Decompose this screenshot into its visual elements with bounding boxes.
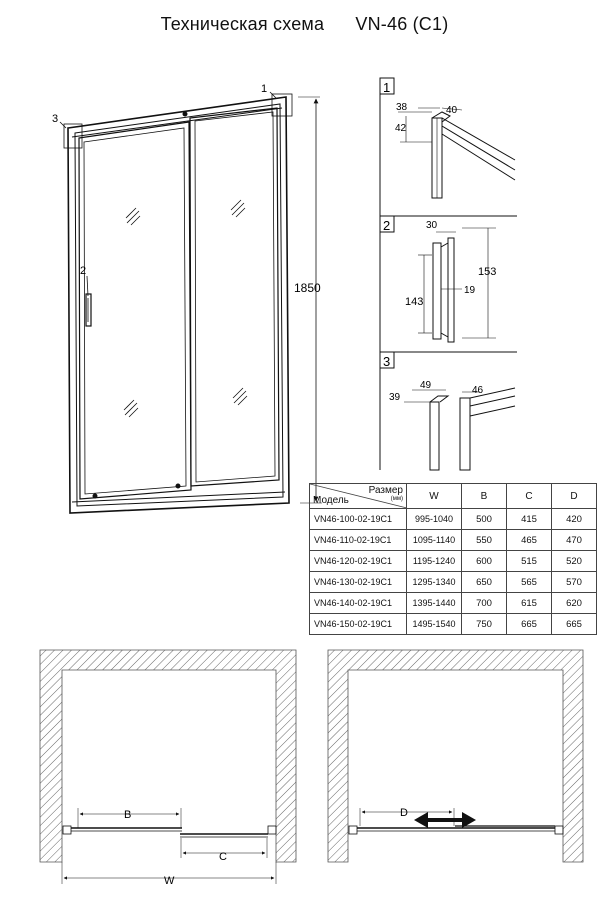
cell-b: 600 — [462, 551, 507, 572]
cell-d: 620 — [552, 593, 597, 614]
front-view — [60, 92, 322, 513]
table-row — [310, 572, 597, 593]
dim-w-label: W — [164, 875, 175, 887]
plan-view-left — [40, 650, 296, 884]
dim-b-label: B — [124, 809, 132, 821]
cell-c: 615 — [507, 593, 552, 614]
cell-w: 1295-1340 — [407, 572, 462, 593]
header-diagonal-cell — [310, 484, 407, 509]
cell-model: VN46-130-02-19C1 — [310, 572, 407, 593]
detail-1-corner-profile — [398, 108, 515, 198]
cell-c: 465 — [507, 530, 552, 551]
cell-model: VN46-100-02-19C1 — [310, 509, 407, 530]
cell-b: 700 — [462, 593, 507, 614]
height-dimension: 1850 — [294, 281, 321, 295]
table-row — [310, 530, 597, 551]
dim-19: 19 — [464, 285, 476, 296]
cell-w: 1195-1240 — [407, 551, 462, 572]
header-size: Размер — [368, 485, 403, 496]
table-row — [310, 551, 597, 572]
cell-b: 650 — [462, 572, 507, 593]
title-main: Техническая схема — [160, 14, 325, 34]
size-table — [309, 483, 597, 635]
cell-c: 565 — [507, 572, 552, 593]
cell-d: 520 — [552, 551, 597, 572]
plan-view-right — [328, 650, 583, 862]
cell-model: VN46-140-02-19C1 — [310, 593, 407, 614]
cell-w: 1495-1540 — [407, 614, 462, 635]
cell-d: 470 — [552, 530, 597, 551]
cell-d: 665 — [552, 614, 597, 635]
detail-2-handle — [418, 228, 496, 342]
detail-2-number: 2 — [383, 218, 391, 233]
cell-model: VN46-120-02-19C1 — [310, 551, 407, 572]
dim-46: 46 — [472, 385, 484, 396]
cell-model: VN46-110-02-19C1 — [310, 530, 407, 551]
cell-c: 515 — [507, 551, 552, 572]
dim-42: 42 — [395, 123, 407, 134]
cell-c: 415 — [507, 509, 552, 530]
detail-1-number: 1 — [383, 80, 391, 95]
detail-3-number: 3 — [383, 354, 391, 369]
cell-d: 570 — [552, 572, 597, 593]
table-row — [310, 509, 597, 530]
dim-c-label: C — [219, 851, 227, 863]
dim-143: 143 — [405, 296, 424, 308]
cell-w: 1095-1140 — [407, 530, 462, 551]
dim-40: 40 — [446, 105, 458, 116]
cell-d: 420 — [552, 509, 597, 530]
cell-w: 1395-1440 — [407, 593, 462, 614]
header-d: D — [552, 484, 597, 509]
cell-b: 550 — [462, 530, 507, 551]
callout-1: 1 — [261, 83, 268, 95]
dim-39: 39 — [389, 392, 401, 403]
dim-30: 30 — [426, 220, 438, 231]
table-row — [310, 593, 597, 614]
dim-d-label: D — [400, 807, 408, 819]
cell-b: 750 — [462, 614, 507, 635]
detail-3-corner-profile — [404, 388, 515, 470]
header-unit: (мм) — [390, 496, 403, 502]
title-model: VN-46 (C1) — [355, 14, 449, 34]
table-header-row — [310, 484, 597, 509]
cell-model: VN46-150-02-19C1 — [310, 614, 407, 635]
header-model: Модель — [313, 495, 349, 506]
callout-3: 3 — [52, 113, 59, 125]
dim-153: 153 — [478, 266, 497, 278]
cell-c: 665 — [507, 614, 552, 635]
header-c: C — [507, 484, 552, 509]
header-w: W — [407, 484, 462, 509]
table-row — [310, 614, 597, 635]
callout-2: 2 — [80, 265, 87, 277]
dim-49: 49 — [420, 380, 432, 391]
cell-b: 500 — [462, 509, 507, 530]
cell-w: 995-1040 — [407, 509, 462, 530]
dim-38: 38 — [396, 102, 408, 113]
header-b: B — [462, 484, 507, 509]
